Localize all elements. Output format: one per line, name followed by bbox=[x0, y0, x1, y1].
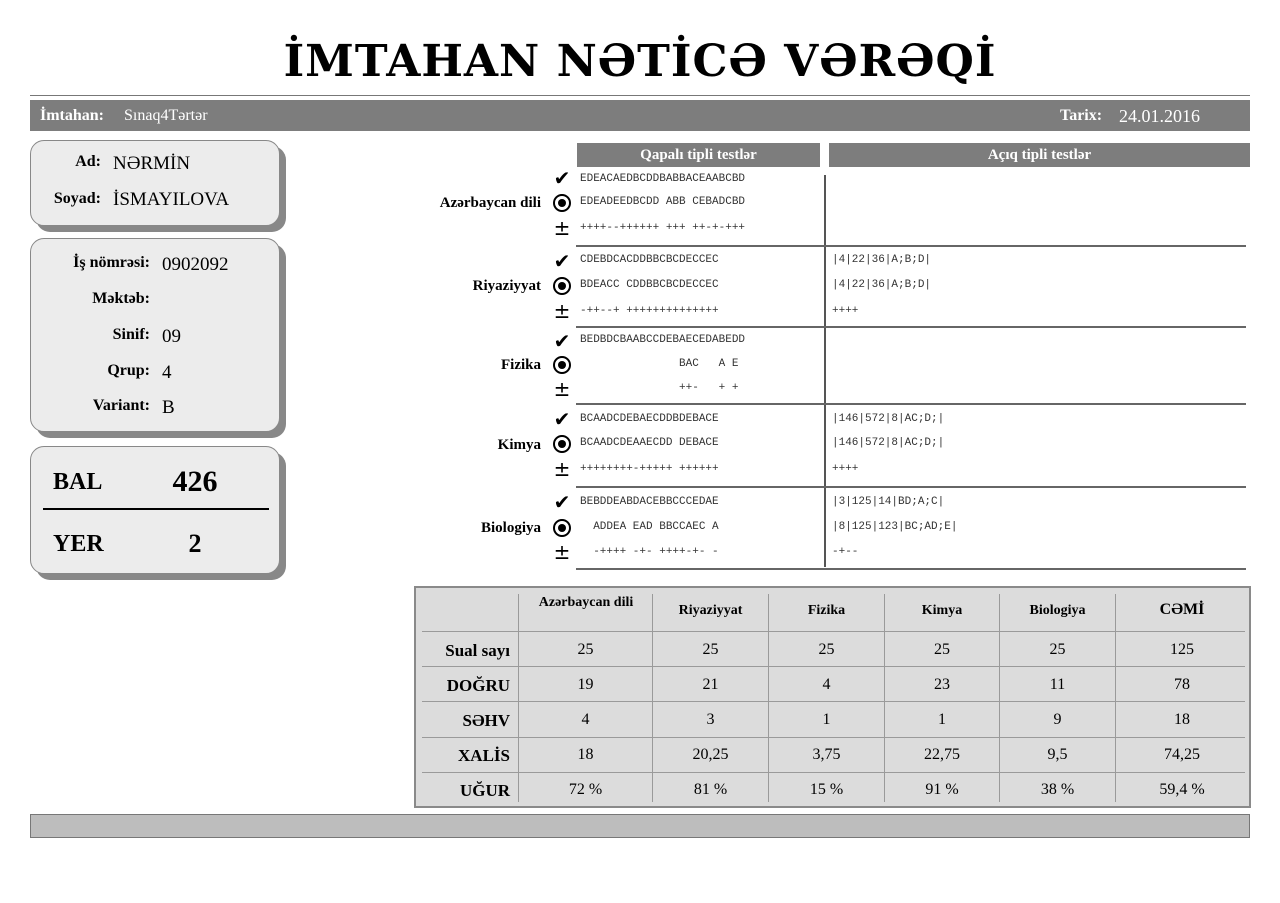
open-answer-key: |4|22|36|A;B;D| bbox=[832, 254, 932, 266]
answer-marks: ++++--++++++ +++ ++-+-+++ bbox=[580, 222, 746, 234]
table-cell: 4 bbox=[581, 711, 590, 728]
table-cell: 22,75 bbox=[924, 746, 960, 763]
bal-label: BAL bbox=[53, 469, 103, 495]
column-header: Kimya bbox=[921, 603, 963, 618]
subject-label: Fizika bbox=[501, 357, 541, 373]
table-cell: 15 % bbox=[809, 781, 844, 798]
student-answers: EDEADEEDBCDD ABB CEBADCBD bbox=[580, 196, 746, 208]
table-cell: 59,4 % bbox=[1159, 781, 1205, 798]
checkmark-icon: ✔ bbox=[553, 249, 571, 273]
group: 4 bbox=[162, 362, 172, 383]
table-cell: 21 bbox=[702, 676, 719, 693]
score-card bbox=[30, 446, 280, 574]
surname-label: Soyad: bbox=[53, 190, 101, 207]
student-answers: ADDEA EAD BBCCAEC A bbox=[580, 521, 719, 533]
grid-divider bbox=[576, 568, 1246, 570]
table-cell: 91 % bbox=[925, 781, 959, 798]
open-student-answers: |4|22|36|A;B;D| bbox=[832, 279, 932, 291]
table-gridline bbox=[422, 666, 1245, 667]
student-surname: İSMAYILOVA bbox=[113, 189, 230, 210]
checkmark-icon: ✔ bbox=[553, 407, 571, 431]
student-name-card bbox=[30, 140, 280, 226]
column-header: Azərbaycan dili bbox=[538, 595, 634, 610]
table-cell: 18 bbox=[1174, 711, 1190, 728]
open-answer-marks: ++++ bbox=[832, 305, 859, 317]
answer-key: CDEBDCACDDBBCBCDECCEC bbox=[580, 254, 719, 266]
table-gridline bbox=[768, 594, 769, 802]
subject-label: Biologiya bbox=[480, 520, 541, 536]
open-answer-key: |146|572|8|AC;D;| bbox=[832, 413, 945, 425]
yer-label: YER bbox=[53, 531, 104, 557]
student-name: NƏRMİN bbox=[113, 153, 191, 174]
table-cell: 1 bbox=[822, 711, 831, 728]
answer-marks: ++++++++-+++++ ++++++ bbox=[580, 463, 719, 475]
table-cell: 11 bbox=[1049, 676, 1066, 693]
table-cell: 1 bbox=[938, 711, 946, 728]
table-gridline bbox=[422, 772, 1245, 773]
closed-tests-header: Qapalı tipli testlər bbox=[577, 143, 820, 167]
student-answers: BDEACC CDDBBCBCDECCEC bbox=[580, 279, 719, 291]
exam-date: 24.01.2016 bbox=[1119, 106, 1200, 126]
plus-minus-icon: ± bbox=[553, 457, 571, 481]
work-no: 0902092 bbox=[162, 254, 229, 275]
exam-name: Sınaq4Tərtər bbox=[124, 107, 208, 124]
subject-label: Riyaziyyat bbox=[472, 278, 541, 294]
answer-key: BCAADCDEBAECDDBDEBACE bbox=[580, 413, 719, 425]
column-header: CƏMİ bbox=[1159, 601, 1205, 618]
row-label: Sual sayı bbox=[445, 641, 510, 660]
student-answers: BCAADCDEAAECDD DEBACE bbox=[580, 437, 719, 449]
table-cell: 72 % bbox=[568, 781, 603, 798]
class: 09 bbox=[162, 326, 181, 347]
table-cell: 125 bbox=[1170, 641, 1194, 658]
table-cell: 25 bbox=[818, 641, 835, 658]
grid-divider bbox=[576, 403, 1246, 405]
table-gridline bbox=[652, 594, 653, 802]
work-no-label: İş nömrəsi: bbox=[73, 254, 150, 271]
table-cell: 3,75 bbox=[812, 746, 841, 763]
table-cell: 74,25 bbox=[1164, 746, 1200, 763]
plus-minus-icon: ± bbox=[553, 377, 571, 401]
row-label: UĞUR bbox=[459, 781, 510, 800]
exam-info-bar bbox=[30, 100, 1250, 131]
table-gridline bbox=[422, 701, 1245, 702]
exam-label: İmtahan: bbox=[40, 107, 105, 124]
grid-divider bbox=[824, 175, 826, 567]
student-details-card bbox=[30, 238, 280, 432]
footer-bar bbox=[30, 814, 1250, 838]
bullseye-icon bbox=[553, 277, 571, 295]
table-gridline bbox=[422, 631, 1245, 632]
open-tests-header: Açıq tipli testlər bbox=[829, 143, 1250, 167]
grid-divider bbox=[576, 486, 1246, 488]
table-cell: 78 bbox=[1174, 676, 1190, 693]
date-label: Tarix: bbox=[1060, 107, 1103, 124]
bal-value: 426 bbox=[172, 465, 218, 498]
bullseye-icon bbox=[553, 519, 571, 537]
divider bbox=[30, 95, 1250, 96]
table-cell: 23 bbox=[934, 676, 950, 693]
results-table bbox=[414, 586, 1251, 808]
table-gridline bbox=[422, 737, 1245, 738]
plus-minus-icon: ± bbox=[553, 540, 571, 564]
score-divider bbox=[43, 508, 269, 510]
table-cell: 25 bbox=[577, 641, 594, 658]
open-student-answers: |146|572|8|AC;D;| bbox=[832, 437, 945, 449]
open-student-answers: |8|125|123|BC;AD;E| bbox=[832, 521, 958, 533]
answer-marks: -++--+ ++++++++++++++ bbox=[580, 305, 719, 317]
table-cell: 19 bbox=[577, 676, 594, 693]
table-cell: 9,5 bbox=[1047, 746, 1068, 763]
row-label: XALİS bbox=[458, 746, 510, 765]
answer-key: EDEACAEDBCDDBABBACEAABCBD bbox=[580, 173, 746, 185]
grid-divider bbox=[576, 245, 1246, 247]
table-gridline bbox=[884, 594, 885, 802]
table-cell: 38 % bbox=[1040, 781, 1075, 798]
name-label: Ad: bbox=[75, 153, 101, 170]
plus-minus-icon: ± bbox=[553, 299, 571, 323]
table-gridline bbox=[518, 594, 519, 802]
table-gridline bbox=[999, 594, 1000, 802]
answer-marks: -++++ -+- ++++-+- - bbox=[580, 546, 719, 558]
table-cell: 81 % bbox=[693, 781, 728, 798]
table-cell: 4 bbox=[822, 676, 831, 693]
open-answer-marks: ++++ bbox=[832, 463, 859, 475]
open-answer-marks: -+-- bbox=[832, 546, 859, 558]
answer-key: BEDBDCBAABCCDEBAECEDABEDD bbox=[580, 334, 746, 346]
table-cell: 20,25 bbox=[692, 746, 729, 763]
bullseye-icon bbox=[553, 194, 571, 212]
checkmark-icon: ✔ bbox=[553, 166, 571, 190]
plus-minus-icon: ± bbox=[553, 216, 571, 240]
page-title: İMTAHAN NƏTİCƏ VƏRƏQİ bbox=[283, 36, 997, 87]
checkmark-icon: ✔ bbox=[553, 490, 571, 514]
column-header: Fizika bbox=[807, 603, 846, 618]
table-cell: 3 bbox=[706, 711, 715, 728]
subject-label: Azərbaycan dili bbox=[439, 195, 541, 211]
column-header: Riyaziyyat bbox=[678, 603, 743, 618]
bullseye-icon bbox=[553, 435, 571, 453]
row-label: DOĞRU bbox=[446, 676, 510, 695]
class-label: Sinif: bbox=[112, 326, 150, 343]
column-header: Biologiya bbox=[1029, 603, 1086, 618]
group-label: Qrup: bbox=[107, 362, 150, 379]
school-label: Məktəb: bbox=[92, 290, 150, 307]
table-cell: 25 bbox=[702, 641, 719, 658]
checkmark-icon: ✔ bbox=[553, 329, 571, 353]
table-cell: 18 bbox=[577, 746, 594, 763]
row-label: SƏHV bbox=[462, 711, 510, 730]
answer-key: BEBDDEABDACEBBCCCEDAE bbox=[580, 496, 719, 508]
answer-marks: ++- + + bbox=[580, 382, 739, 394]
yer-value: 2 bbox=[188, 529, 202, 558]
subject-label: Kimya bbox=[497, 437, 541, 453]
variant-label: Variant: bbox=[92, 397, 150, 414]
table-cell: 25 bbox=[1049, 641, 1066, 658]
grid-divider bbox=[576, 326, 1246, 328]
student-answers: BAC A E bbox=[580, 358, 739, 370]
table-cell: 9 bbox=[1053, 711, 1062, 728]
table-cell: 25 bbox=[934, 641, 950, 658]
open-answer-key: |3|125|14|BD;A;C| bbox=[832, 496, 945, 508]
table-gridline bbox=[1115, 594, 1116, 802]
bullseye-icon bbox=[553, 356, 571, 374]
variant: B bbox=[162, 397, 175, 418]
